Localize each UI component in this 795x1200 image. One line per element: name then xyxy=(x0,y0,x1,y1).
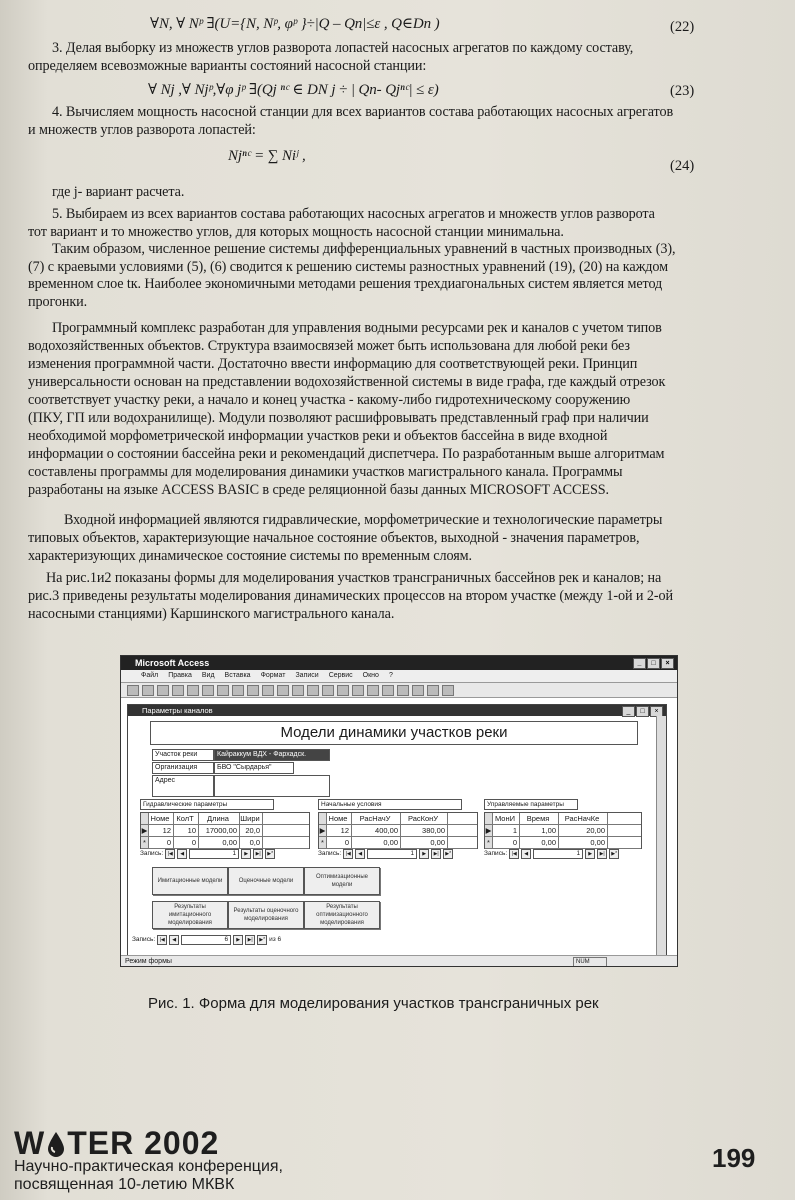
table-cell[interactable]: 1 xyxy=(493,825,520,836)
close-icon[interactable]: × xyxy=(661,658,674,669)
app-titlebar xyxy=(121,656,677,670)
prev-record-icon[interactable]: ◀ xyxy=(355,849,365,859)
new-row-icon[interactable]: * xyxy=(319,837,327,848)
formula-line: ∀N, ∀ Nᵖ ∃(U={N, Nᵖ, φᵖ }÷|Q – Qn|≤ε , Q∈Dn ) xyxy=(150,16,440,32)
table-cell[interactable]: 1,00 xyxy=(520,825,559,836)
toolbar-button[interactable] xyxy=(217,685,229,696)
menu-item[interactable]: Записи xyxy=(295,672,319,679)
text-line: типовых объектов, характеризующие начальное состояние объектов, выходной - значения параметров, xyxy=(28,530,640,546)
grid-title-initial: Начальные условия xyxy=(318,799,462,810)
equation-number-23: (23) xyxy=(670,83,695,99)
table-cell[interactable]: 0 xyxy=(149,837,174,848)
menu-item[interactable]: Правка xyxy=(168,672,192,679)
organization-field[interactable]: БВО "Сырдарья" xyxy=(214,762,294,774)
control-params-grid xyxy=(484,812,642,849)
text-line: определяем всевозможные варианты состояний насосной станции: xyxy=(28,58,427,74)
toolbar-button[interactable] xyxy=(232,685,244,696)
last-record-icon[interactable]: ▶| xyxy=(431,849,441,859)
first-record-icon[interactable]: |◀ xyxy=(343,849,353,859)
record-number-field[interactable]: 1 xyxy=(367,849,417,859)
text-line: временном слое tк. Наиболее экономичными методами решения трехдиагональных систем является метод xyxy=(28,276,663,292)
toolbar-button[interactable] xyxy=(382,685,394,696)
simulation-models-button[interactable]: Имитационные модели xyxy=(152,867,228,895)
record-navigator xyxy=(318,849,453,859)
table-cell[interactable]: 0,00 xyxy=(559,837,608,848)
toolbar-button[interactable] xyxy=(292,685,304,696)
table-cell[interactable]: 12 xyxy=(327,825,352,836)
new-record-icon[interactable]: ▶* xyxy=(257,935,267,945)
form-title: Параметры каналов xyxy=(142,706,213,715)
nav-label: Запись: xyxy=(484,850,508,857)
field-label-river-section: Участок реки xyxy=(152,749,214,761)
figure-caption: Рис. 1. Форма для моделирования участков трансграничных рек xyxy=(148,995,599,1012)
toolbar-button[interactable] xyxy=(127,685,139,696)
column-header[interactable]: КолТ xyxy=(174,813,199,824)
menu-item[interactable]: Окно xyxy=(362,672,379,679)
table-cell[interactable]: 0,0 xyxy=(240,837,263,848)
new-row-icon[interactable]: * xyxy=(485,837,493,848)
toolbar-button[interactable] xyxy=(397,685,409,696)
toolbar-button[interactable] xyxy=(202,685,214,696)
field-label-address: Адрес xyxy=(152,775,214,797)
column-header[interactable]: Длина xyxy=(199,813,240,824)
last-record-icon[interactable]: ▶| xyxy=(597,849,607,859)
column-header[interactable]: Номе xyxy=(327,813,352,824)
table-row[interactable] xyxy=(141,837,309,849)
formula-line: ∀ Nj ,∀ Njᵖ,∀φ jᵖ ∃(Qj ⁿᶜ ∈ DN j ÷ | Qn- Qjⁿᶜ| ≤ ε) xyxy=(148,82,439,98)
text-line: и множеств углов разворота лопастей: xyxy=(28,122,256,138)
table-cell[interactable]: 0 xyxy=(493,837,520,848)
toolbar-button[interactable] xyxy=(307,685,319,696)
last-record-icon[interactable]: ▶| xyxy=(245,935,255,945)
text-line: Таким образом, численное решение системы дифференциальных уравнений в частных производных (3), xyxy=(52,241,676,257)
next-record-icon[interactable]: ▶ xyxy=(419,849,429,859)
menu-bar xyxy=(121,670,677,683)
nav-label: Запись: xyxy=(132,936,156,943)
conference-dedication: посвященная 10-летию МКВК xyxy=(14,1176,235,1193)
first-record-icon[interactable]: |◀ xyxy=(509,849,519,859)
toolbar-button[interactable] xyxy=(262,685,274,696)
text-line: соответствует участку реки, а начало и конец участка - какому-либо гидротехническому сооружению xyxy=(28,392,631,408)
text-line: На рис.1и2 показаны формы для моделирования участков трансграничных бассейнов рек и каналов; на xyxy=(46,570,662,586)
menu-item[interactable]: Вставка xyxy=(224,672,251,679)
table-row[interactable] xyxy=(319,837,477,849)
current-row-icon[interactable]: ▶ xyxy=(141,826,148,835)
next-record-icon[interactable]: ▶ xyxy=(585,849,595,859)
water-2002-logo xyxy=(14,1125,219,1162)
nav-label: Запись: xyxy=(318,850,342,857)
grid-title-hydraulic: Гидравлические параметры xyxy=(140,799,274,810)
formula-line: Njⁿᶜ = ∑ Niʲ , xyxy=(228,148,306,164)
table-cell[interactable]: 10 xyxy=(174,825,199,836)
initial-conditions-grid xyxy=(318,812,478,849)
vertical-scrollbar[interactable] xyxy=(656,716,666,959)
toolbar-button[interactable] xyxy=(337,685,349,696)
access-screenshot xyxy=(120,655,678,967)
row-selector xyxy=(319,813,327,824)
table-cell[interactable]: 0,00 xyxy=(520,837,559,848)
table-cell[interactable]: 20,00 xyxy=(559,825,608,836)
prev-record-icon[interactable]: ◀ xyxy=(177,849,187,859)
record-number-field[interactable]: 6 xyxy=(181,935,231,945)
text-line: 4. Вычисляем мощность насосной станции для всех вариантов состава работающих насосных агрегатов xyxy=(52,104,674,120)
toolbar-button[interactable] xyxy=(277,685,289,696)
table-cell[interactable]: 0,00 xyxy=(352,837,401,848)
next-record-icon[interactable]: ▶ xyxy=(233,935,243,945)
grid-header-row xyxy=(485,813,641,825)
table-cell[interactable]: 20,0 xyxy=(240,825,263,836)
table-cell[interactable]: 12 xyxy=(149,825,174,836)
form-titlebar xyxy=(128,705,666,716)
text-line: водохозяйственных объектов. Структура взаимосвязей может быть использована для любой реки без xyxy=(28,338,630,354)
text-line: рис.3 приведены результаты моделирования динамических процессов на втором участке (между 1-ой и 2-ой xyxy=(28,588,673,604)
text-line: 3. Делая выборку из множеств углов разворота лопастей насосных агрегатов по каждому составу, xyxy=(52,40,634,56)
toolbar-button[interactable] xyxy=(157,685,169,696)
text-line: характеризующих динамическое состояние системы по временным слоям. xyxy=(28,548,472,564)
water-drop-icon xyxy=(46,1131,66,1157)
simulation-results-button[interactable]: Результаты имитационного моделирования xyxy=(152,901,228,929)
record-navigator xyxy=(140,849,275,859)
form-record-navigator xyxy=(132,935,281,945)
toolbar-button[interactable] xyxy=(442,685,454,696)
column-header[interactable]: МонИ xyxy=(493,813,520,824)
prev-record-icon[interactable]: ◀ xyxy=(521,849,531,859)
record-navigator xyxy=(484,849,619,859)
menu-item[interactable]: Файл xyxy=(141,672,159,679)
table-row[interactable] xyxy=(485,825,641,837)
equation-number-24: (24) xyxy=(670,158,695,174)
status-text: Режим формы xyxy=(125,958,172,965)
first-record-icon[interactable]: |◀ xyxy=(157,935,167,945)
status-bar xyxy=(121,955,677,966)
new-record-icon[interactable]: ▶* xyxy=(609,849,619,859)
new-record-icon[interactable]: ▶* xyxy=(265,849,275,859)
table-row[interactable] xyxy=(485,837,641,849)
equation-number-22: (22) xyxy=(670,19,695,35)
table-cell[interactable]: 400,00 xyxy=(352,825,401,836)
menu-item[interactable]: Сервис xyxy=(328,672,353,679)
text-line: Входной информацией являются гидравлические, морфометрические и технологические параметры xyxy=(64,512,663,528)
column-header[interactable]: Шири xyxy=(240,813,263,824)
menu-item[interactable]: Вид xyxy=(201,672,215,679)
text-line: тот вариант и то множество углов, для которых мощность насосной станции минимальна. xyxy=(28,224,564,240)
field-label-organization: Организация xyxy=(152,762,214,774)
next-record-icon[interactable]: ▶ xyxy=(241,849,251,859)
toolbar xyxy=(121,683,677,698)
grid-title-control: Управляемые параметры xyxy=(484,799,578,810)
table-cell[interactable]: 380,00 xyxy=(401,825,448,836)
toolbar-button[interactable] xyxy=(172,685,184,696)
grid-header-row xyxy=(319,813,477,825)
first-record-icon[interactable]: |◀ xyxy=(165,849,175,859)
address-field[interactable] xyxy=(214,775,330,797)
current-row-icon[interactable]: ▶ xyxy=(485,826,492,835)
table-row[interactable] xyxy=(319,825,477,837)
text-line: составлены программы для моделирования динамики участков магистрального канала. Программы xyxy=(28,464,623,480)
nav-label: Запись: xyxy=(140,850,164,857)
maximize-icon[interactable]: □ xyxy=(647,658,660,669)
form-header: Модели динамики участков реки xyxy=(150,721,638,745)
new-row-icon[interactable]: * xyxy=(141,837,149,848)
optimization-results-button[interactable]: Результаты оптимизационного моделирования xyxy=(304,901,380,929)
table-cell[interactable]: 0 xyxy=(174,837,199,848)
text-line: 5. Выбираем из всех вариантов состава работающих насосных агрегатов и множеств углов разворота xyxy=(52,206,655,222)
table-cell[interactable]: 0,00 xyxy=(401,837,448,848)
table-cell[interactable]: 0,00 xyxy=(199,837,240,848)
grid-header-row xyxy=(141,813,309,825)
column-header[interactable]: Время xyxy=(520,813,559,824)
toolbar-button[interactable] xyxy=(367,685,379,696)
record-count: из 6 xyxy=(269,936,282,943)
menu-item[interactable]: Формат xyxy=(260,672,286,679)
toolbar-button[interactable] xyxy=(427,685,439,696)
text-line: необходимой морфометрической информации участков реки и объектов бассейна в виде входной xyxy=(28,428,608,444)
river-section-field[interactable]: Кайраккум ВДХ - Фархадск. xyxy=(214,749,330,761)
toolbar-button[interactable] xyxy=(352,685,364,696)
text-line: насосными станциями) Каршинского магистрального канала. xyxy=(28,606,395,622)
text-line: изменения программной части. Достаточно ввести информацию для соответствующей реки. Принцип xyxy=(28,356,638,372)
record-number-field[interactable]: 1 xyxy=(189,849,239,859)
column-header[interactable]: Номе xyxy=(149,813,174,824)
page-number: 199 xyxy=(712,1143,756,1173)
table-cell[interactable]: 0 xyxy=(327,837,352,848)
evaluation-results-button[interactable]: Результаты оценочного моделирования xyxy=(228,901,304,929)
maximize-icon[interactable]: □ xyxy=(636,706,649,717)
form-window xyxy=(127,704,667,960)
text-line: где j- вариант расчета. xyxy=(52,184,185,200)
text-line: прогонки. xyxy=(28,294,88,310)
toolbar-button[interactable] xyxy=(247,685,259,696)
text-line: (ПКУ, ГП или водохранилище). Модули позволяют расшифровывать представленный граф при наличии xyxy=(28,410,649,426)
column-header[interactable]: РасКонУ xyxy=(401,813,448,824)
row-selector xyxy=(141,813,149,824)
toolbar-button[interactable] xyxy=(322,685,334,696)
text-line: универсальности основан на представлении водохозяйственной системы в виде графа, где каждый отрезок xyxy=(28,374,666,390)
new-record-icon[interactable]: ▶* xyxy=(443,849,453,859)
text-line: (7) с краевыми условиями (5), (6) сводится к решению системы разностных уравнений (19), (20) на каждом xyxy=(28,259,668,275)
column-header[interactable]: РасНачКе xyxy=(559,813,608,824)
table-cell[interactable]: 17000,00 xyxy=(199,825,240,836)
conference-name: Научно-практическая конференция, xyxy=(14,1158,283,1175)
toolbar-button[interactable] xyxy=(142,685,154,696)
prev-record-icon[interactable]: ◀ xyxy=(169,935,179,945)
text-line: Программный комплекс разработан для управления водными ресурсами рек и каналов с учетом типов xyxy=(52,320,662,336)
logo-text: TER 2002 xyxy=(67,1125,220,1161)
close-icon[interactable]: × xyxy=(650,706,663,717)
evaluation-models-button[interactable]: Оценочные модели xyxy=(228,867,304,895)
menu-item[interactable]: ? xyxy=(388,672,393,679)
toolbar-button[interactable] xyxy=(187,685,199,696)
table-row[interactable] xyxy=(141,825,309,837)
column-header[interactable]: РасНачУ xyxy=(352,813,401,824)
text-line: информации о состоянии бассейна реки и рекомендаций диспетчера. По разработанным выше алгоритмам xyxy=(28,446,665,462)
hydraulic-params-grid xyxy=(140,812,310,849)
num-lock-indicator: NUM xyxy=(573,957,607,967)
optimization-models-button[interactable]: Оптимизационные модели xyxy=(304,867,380,895)
last-record-icon[interactable]: ▶| xyxy=(253,849,263,859)
minimize-icon[interactable]: _ xyxy=(633,658,646,669)
toolbar-button[interactable] xyxy=(412,685,424,696)
app-title: Microsoft Access xyxy=(135,658,210,668)
text-line: разработаны на языке ACCESS BASIC в среде реляционной базы данных MICROSOFT ACCESS. xyxy=(28,482,609,498)
record-number-field[interactable]: 1 xyxy=(533,849,583,859)
logo-letter: W xyxy=(14,1125,46,1161)
current-row-icon[interactable]: ▶ xyxy=(319,826,326,835)
minimize-icon[interactable]: _ xyxy=(622,706,635,717)
row-selector xyxy=(485,813,493,824)
